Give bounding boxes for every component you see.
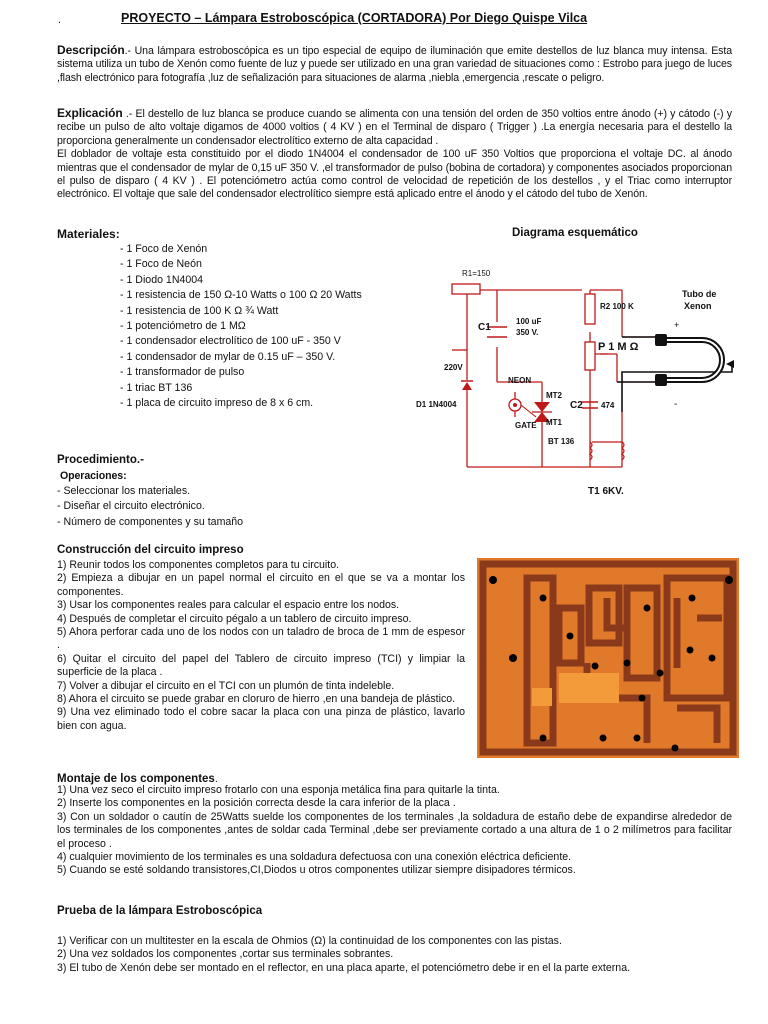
list-item: 2) Una vez soldados los componentes ,cortar sus terminales sobrantes. — [57, 948, 394, 961]
label-tube-2: Xenon — [684, 301, 712, 311]
label-d1: D1 1N4004 — [416, 400, 457, 409]
explicacion-text-1: .- El destello de luz blanca se produce cuando se alimenta con una tensión del orden de 350 voltios entre ánodo (+) y cátodo (-) y recibe un pulso de alto voltaje digamos de 4000 voltios ( 4 KV ) en el Terminal de disparo ( Trigger ) .La energía necesaria para el destello la proporciona generalmente un condensador electrolítico externo de alta capacidad . — [57, 108, 732, 147]
descripcion-text: .- Una lámpara estroboscópica es un tipo especial de equipo de iluminación que emite destellos de luz blanca muy intensa. Esta sistema utiliza un tubo de Xenón como fuente de luz y puede ser utilizado en una gran variedad de situaciones como : Estrobo para juego de luces ,flash electrónico para fotografía ,luz de señalización para situaciones de alarma ,niebla ,emergencia ,rescate o peligro. — [57, 45, 732, 84]
descripcion-paragraph — [57, 44, 732, 85]
list-item: 8) Ahora el circuito se puede grabar en cloruro de hierro ,en una bandeja de plástico. — [57, 693, 456, 706]
page-title: PROYECTO – Lámpara Estroboscópica (CORTADORA) Por Diego Quispe Vilca — [121, 11, 588, 25]
prueba-heading: Prueba de la lámpara Estroboscópica — [57, 905, 263, 917]
montaje-heading-suffix: . — [214, 773, 218, 785]
page-dot: . — [58, 14, 61, 26]
list-item: 9) Una vez eliminado todo el cobre sacar la placa con una pinza de plástico, lavarlo bien con agua. — [57, 706, 465, 732]
label-plus: + — [674, 320, 680, 330]
explicacion-paragraph — [57, 107, 732, 202]
prueba-steps — [57, 935, 732, 975]
list-item: - 1 Diodo 1N4004 — [120, 273, 204, 286]
list-item: - 1 placa de circuito impreso de 8 x 6 cm. — [120, 397, 314, 410]
list-item: - 1 condensador electrolítico de 100 uF - 350 V — [120, 335, 341, 348]
label-c1-value-2: 350 V. — [516, 328, 539, 337]
label-t1: T1 6KV. — [588, 486, 624, 497]
label-c2-value: 474 — [601, 401, 615, 410]
explicacion-text-2: El doblador de voltaje esta constituido por el diodo 1N4004 el condensador de 100 uF 350 Voltios que proporciona el voltaje DC. al ánodo mientras que el condensador de mylar de 0,15 uF 350 V. ,el transformador de pulso (bobina de cortadora) y componentes asociados proporcionan el pulso de disparo ( 4 KV ) . El potenciómetro actúa como control de velocidad de repetición de los destellos , y el Triac como interruptor electrónico. El voltaje que sale del condensador electrolítico siempre está aplicado entre el ánodo y el cátodo del tubo de Xenón. — [57, 148, 732, 201]
resistor-r1 — [452, 284, 480, 294]
procedimiento-heading: Procedimiento.- — [57, 454, 144, 466]
list-item: - Seleccionar los materiales. — [57, 485, 191, 497]
list-item: 5) Ahora perforar cada uno de los nodos con un taladro de broca de 1 mm de espesor . — [57, 626, 465, 652]
diode-d1 — [462, 382, 472, 390]
list-item: - 1 potenciómetro de 1 MΩ — [120, 320, 246, 333]
explicacion-heading: Explicación — [57, 106, 123, 120]
procedimiento-list — [57, 484, 243, 530]
list-item: 2) Empieza a dibujar en un papel normal el circuito en el que se va a montar los componentes. — [57, 572, 465, 598]
xenon-tube-icon — [655, 334, 734, 386]
construccion-steps — [57, 559, 465, 733]
schematic-diagram — [412, 262, 748, 502]
label-r2: R2 100 K — [600, 302, 634, 311]
list-item: - Diseñar el circuito electrónico. — [57, 500, 205, 513]
montaje-steps — [57, 784, 732, 878]
list-item: - 1 transformador de pulso — [120, 366, 245, 379]
label-mt2: MT2 — [546, 391, 562, 400]
pcb-pad-large — [559, 673, 619, 703]
list-item: 6) Quitar el circuito del papel del Tablero de circuito impreso (TCI) y limpiar la superficie de la placa . — [57, 652, 465, 679]
diagram-heading: Diagrama esquemático — [512, 227, 638, 239]
list-item: 1) Una vez seco el circuito impreso frotarlo con una esponja metálica fina para quitarle la tinta. — [57, 784, 500, 796]
label-c2: C2 — [570, 400, 583, 411]
label-220v: 220V — [444, 363, 463, 372]
triac — [534, 402, 550, 412]
label-bt136: BT 136 — [548, 437, 575, 446]
resistor-r2 — [585, 294, 595, 324]
list-item: 3) El tubo de Xenón debe ser montado en el reflector, en una placa aparte, el potenciómetro debe ir en el la parte externa. — [57, 961, 631, 974]
label-mt1: MT1 — [546, 418, 562, 427]
label-minus: - — [674, 399, 678, 410]
list-item: - 1 resistencia de 150 Ω-10 Watts o 100 Ω 20 Watts — [120, 289, 362, 302]
list-item: 5) Cuando se esté soldando transistores,CI,Diodos u otros componentes utilizar siempre disipadores térmicos. — [57, 864, 576, 877]
list-item: 2) Inserte los componentes en la posición correcta desde la cara inferior de la placa . — [57, 797, 456, 810]
label-c1-value-1: 100 uF — [516, 317, 542, 326]
label-c1: C1 — [478, 322, 491, 333]
pcb-pad-small — [532, 688, 552, 706]
list-item: 1) Reunir todos los componentes completos para tu circuito. — [57, 559, 340, 571]
list-item: 3) Con un soldador o cautín de 25Watts suelde los componentes de los terminales ,la soldadura de estaño debe de expandirse alrededor de los terminales de los componentes ,antes de soldar cada Terminal ,debe ser previamente cortado a una altura de 1 o 2 milímetros para facilitar el proceso . — [57, 810, 732, 850]
pcb-layout-image — [477, 558, 739, 758]
montaje-heading: Montaje de los componentes — [57, 773, 215, 785]
label-p1: P 1 M Ω — [598, 341, 639, 353]
list-item: - 1 resistencia de 100 K Ω ¾ Watt — [120, 304, 279, 317]
list-item: - Número de componentes y su tamaño — [57, 515, 244, 528]
operaciones-heading: Operaciones: — [60, 470, 127, 482]
list-item: - 1 Foco de Neón — [120, 258, 202, 271]
list-item: 4) Después de completar el circuito pégalo a un tablero de circuito impreso. — [57, 612, 412, 625]
construccion-heading: Construcción del circuito impreso — [57, 544, 244, 556]
label-gate: GATE — [515, 421, 537, 430]
list-item: 1) Verificar con un multitester en la escala de Ohmios (Ω) la continuidad de los componentes con las pistas. — [57, 935, 562, 947]
label-r1: R1=150 — [462, 269, 491, 278]
materiales-list — [120, 242, 362, 411]
potentiometer-p1 — [585, 342, 595, 370]
label-tube-1: Tubo de — [682, 289, 717, 299]
label-neon: NEON — [508, 376, 532, 385]
descripcion-heading: Descripción — [57, 43, 125, 57]
materiales-heading: Materiales: — [57, 227, 120, 241]
list-item: 7) Volver a dibujar el circuito en el TCI con un plumón de tinta indeleble. — [57, 679, 395, 692]
list-item: 4) cualquier movimiento de los terminales es una soldadura defectuosa con una conexión eléctrica deficiente. — [57, 851, 572, 864]
list-item: 3) Usar los componentes reales para calcular el espacio entre los nodos. — [57, 599, 400, 612]
list-item: - 1 condensador de mylar de 0.15 uF – 350 V. — [120, 350, 336, 363]
list-item: - 1 triac BT 136 — [120, 381, 193, 394]
list-item: - 1 Foco de Xenón — [120, 243, 208, 255]
